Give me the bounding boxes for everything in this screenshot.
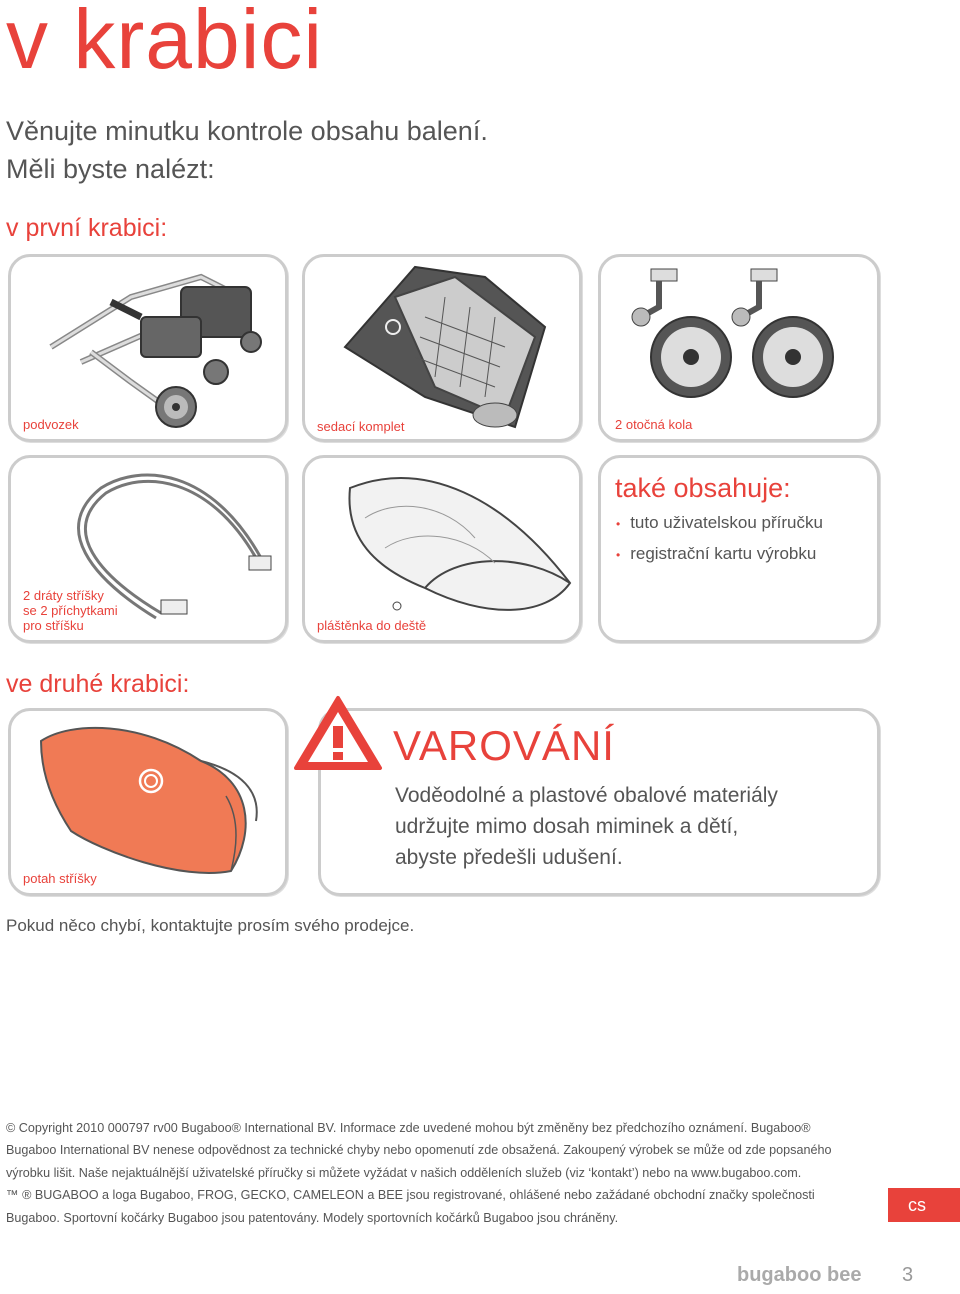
caption-chassis: podvozek: [23, 417, 79, 432]
caption-canopy-wires-line-1: 2 dráty stříšky: [23, 588, 104, 603]
warning-triangle-icon: [292, 694, 384, 772]
caption-canopy-wires: [23, 588, 118, 633]
also-contains-list: [616, 508, 823, 570]
legal-line-5: Bugaboo. Sportovní kočárky Bugaboo jsou patentovány. Modely sportovních kočárků Bugaboo jsou chráněny.: [6, 1210, 619, 1225]
intro-text: [6, 112, 488, 188]
legal-notice: [6, 1117, 886, 1229]
caption-canopy-fabric: potah stříšky: [23, 871, 97, 886]
page-title: v krabici: [6, 0, 324, 86]
warning-line-2: udržujte mimo dosah miminek a dětí,: [395, 815, 739, 838]
list-item: [616, 539, 823, 570]
list-item: [616, 508, 823, 539]
legal-line-3: výrobku lišit. Naše nejaktuálnější uživatelské příručky si můžete vyžádat v našich odděleních služeb (viz ‘kontakt’) nebo na www.bugaboo.com.: [6, 1165, 802, 1180]
card-wheels: [598, 254, 880, 442]
bullet-icon: •: [616, 517, 621, 531]
intro-line-1: Věnujte minutku kontrole obsahu balení.: [6, 116, 488, 146]
page-number: 3: [902, 1264, 914, 1286]
also-item-manual: tuto uživatelskou příručku: [630, 513, 823, 532]
caption-canopy-wires-line-2: se 2 příchytkami: [23, 603, 118, 618]
legal-line-2: Bugaboo International BV nenese odpovědnost za technické chyby nebo opomenutí zde obsažená. Zakoupený výrobek se může od zde popsaného: [6, 1143, 832, 1158]
language-badge: cs: [888, 1188, 960, 1222]
also-item-registration-card: registrační kartu výrobku: [630, 544, 817, 563]
warning-title: VAROVÁNÍ: [393, 722, 615, 769]
card-seat: [302, 254, 582, 442]
caption-canopy-wires-line-3: pro stříšku: [23, 618, 84, 633]
caption-rain-cover: pláštěnka do deště: [317, 618, 427, 633]
warning-line-1: Voděodolné a plastové obalové materiály: [395, 784, 778, 807]
missing-items-note: Pokud něco chybí, kontaktujte prosím svého prodejce.: [6, 916, 415, 935]
card-rain-cover: [302, 455, 582, 643]
also-contains-heading: také obsahuje:: [615, 473, 791, 503]
card-canopy-fabric: [8, 708, 288, 896]
seat-illustration: [305, 257, 585, 445]
second-box-heading: ve druhé krabici:: [6, 670, 190, 698]
caption-wheels: 2 otočná kola: [615, 417, 693, 432]
warning-line-3: abyste předešli udušení.: [395, 846, 623, 869]
caption-seat: sedací komplet: [317, 419, 405, 434]
legal-line-4: ™ ® BUGABOO a loga Bugaboo, FROG, GECKO, CAMELEON a BEE jsou registrované, ohlášené nebo zažádané obchodní značky společnosti: [6, 1188, 815, 1203]
first-box-heading: v první krabici:: [6, 214, 168, 242]
card-canopy-wires: [8, 455, 288, 643]
brand-logo: bugaboo bee: [737, 1264, 862, 1286]
card-chassis: [8, 254, 288, 442]
bullet-icon: •: [616, 548, 621, 562]
warning-text: [395, 780, 855, 873]
intro-line-2: Měli byste nalézt:: [6, 154, 215, 184]
legal-line-1: © Copyright 2010 000797 rv00 Bugaboo® International BV. Informace zde uvedené mohou být změněny bez předchozího oznámení. Bugaboo®: [6, 1121, 811, 1135]
